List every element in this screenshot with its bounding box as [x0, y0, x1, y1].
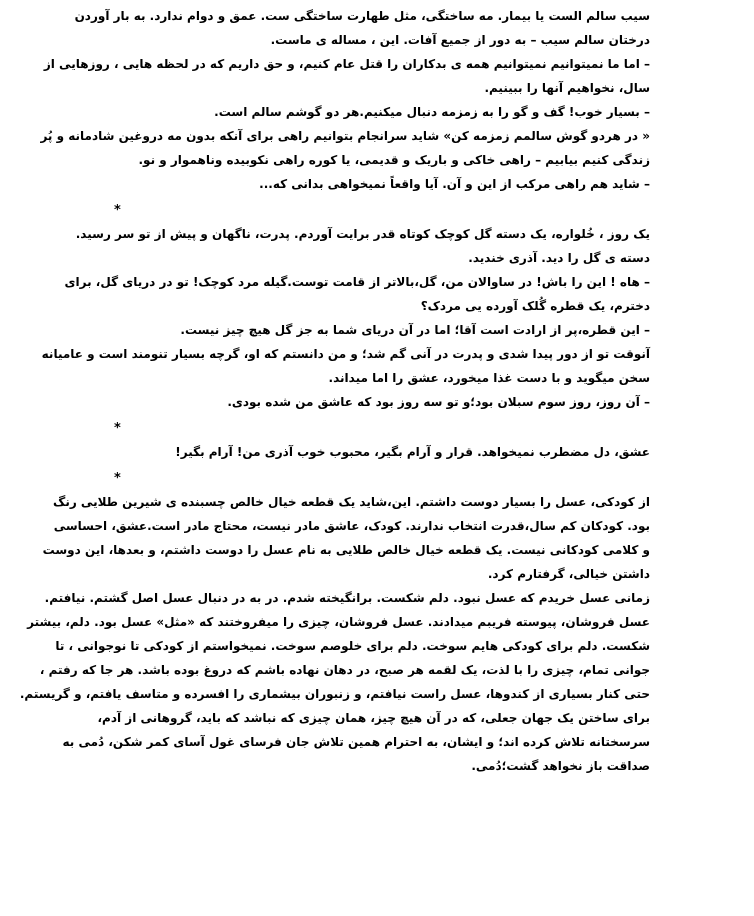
text-line: درختان سالم سیب – به دور از جمیع آفات. این ، مساله ی ماست. [270, 33, 650, 47]
text-line: « در هردو گوش سالمم زمزمه کن» شاید سرانجام بتوانیم راهی برای آنکه بدون مه دروغین شادمانه و پُر [40, 129, 650, 143]
text-line: سال، نخواهیم آنها را ببینیم. [484, 81, 650, 95]
text-line: دخترم، یک قطره گُلک آورده یی مردک؟ [420, 299, 650, 313]
section-separator: * [114, 421, 121, 436]
text-line: از کودکی، عسل را بسیار دوست داشتم. این،شاید یک قطعه خیال خالص چسبنده ی شیرین طلایی رنگ [53, 495, 650, 509]
text-line: – شاید هم راهی مرکب از این و آن. آیا واقعاً نمیخواهی بدانی که... [259, 177, 650, 191]
text-line: – بسیار خوب! گف و گو را به زمزمه دنبال میکنیم.هر دو گوشم سالم است. [214, 105, 650, 119]
text-line: – اما ما نمیتوانیم نمیتوانیم همه ی بدکاران را قتل عام کنیم، و حق داریم که در لحظه هایی ، روزهایی از [43, 57, 650, 71]
section-separator: * [114, 471, 121, 486]
text-line: سیب سالم الست یا بیمار. مه ساختگی، مثل طهارت ساختگی ست. عمق و دوام ندارد. به بار آوردن [74, 9, 650, 23]
text-line: سرسختانه تلاش کرده اند؛ و ایشان، به احترام همین تلاش جان فرسای غول آسای کمر شکن، دُمی به [62, 735, 650, 749]
text-line: عشق، دل مضطرب نمیخواهد. قرار و آرام بگیر، محبوب خوب آذری من! آرام بگیر! [175, 445, 650, 459]
text-line: یک روز ، خُلواره، یک دسته گل کوچک کوتاه قدر برایت آوردم. پدرت، ناگهان و پیش از تو سر رسید. [75, 227, 650, 241]
text-line: – هاه ! این را باش! در ساوالان من، گل،بالاتر از قامت توست.گیله مرد کوچک! تو در دریای گل، برای [64, 275, 650, 289]
text-line: زمانی عسل خریدم که عسل نبود. دلم شکست. برانگیخته شدم. در به در دنبال عسل اصل گشتم. نیافتم. [44, 591, 650, 605]
text-line: برای ساختن یک جهان جعلی، که در آن هیچ چیز، همان چیزی که نباشد که باید، گروهانی از آدم، [97, 711, 650, 725]
text-line: جوانی تمام، چیزی را با لذت، یک لقمه هر صبح، در دهان نهاده باشم که دروغ بوده باشد. هر جا که رفتم ، [39, 663, 650, 677]
section-separator: * [114, 203, 121, 218]
text-line: سخن میگوید و با دست غذا میخورد، عشق را اما میداند. [328, 371, 650, 385]
text-line: آنوقت تو از دور پیدا شدی و پدرت در آنی گم شد؛ و من دانستم که او، گرچه بسیار تنومند است و عامیانه [41, 347, 650, 361]
text-line: شکست. دلم برای کودکی هایم سوخت. دلم برای خلوصم سوخت. نمیخواستم از کودکی تا نوجوانی ، تا [55, 639, 650, 653]
text-line: صداقت باز نخواهد گشت؛دُمی. [471, 759, 650, 773]
text-line: زندگی کنیم بیابیم – راهی خاکی و باریک و قدیمی، یا کوره راهی نکوبیده وناهموار و نو. [138, 153, 650, 167]
text-line: بود. کودکان کم سال،قدرت انتخاب ندارند. کودک، عاشق مادر نیست، محتاج مادر است.عشق، احساسی [53, 519, 650, 533]
text-line: – این قطره،پر از ارادت است آقا؛ اما در آن دریای شما به جز گل هیچ چیز نیست. [180, 323, 650, 337]
text-line: دسته ی گل را دید. آذری خندید. [468, 251, 650, 265]
text-line: و کلامی کودکانی نیست. یک قطعه خیال خالص طلایی به نام عسل را دوست داشتم، و بعدها، این دوست [42, 543, 650, 557]
text-line: داشتن خیالی، گرفتارم کرد. [487, 567, 650, 581]
text-line: عسل فروشان، پیوسته فریبم میدادند. عسل فروشان، چیزی را میفروختند که «مثل» عسل بود. دلم، بیشتر [27, 615, 650, 629]
text-line: حتی کنار بسیاری از کندوها، عسل راست نیافتم، و زنبوران بیشماری را افسرده و متاسف یافتم، و گریستم. [19, 687, 650, 701]
text-line: – آن روز، روز سوم سبلان بود؛و تو سه روز بود که عاشق من شده بودی. [227, 395, 650, 409]
